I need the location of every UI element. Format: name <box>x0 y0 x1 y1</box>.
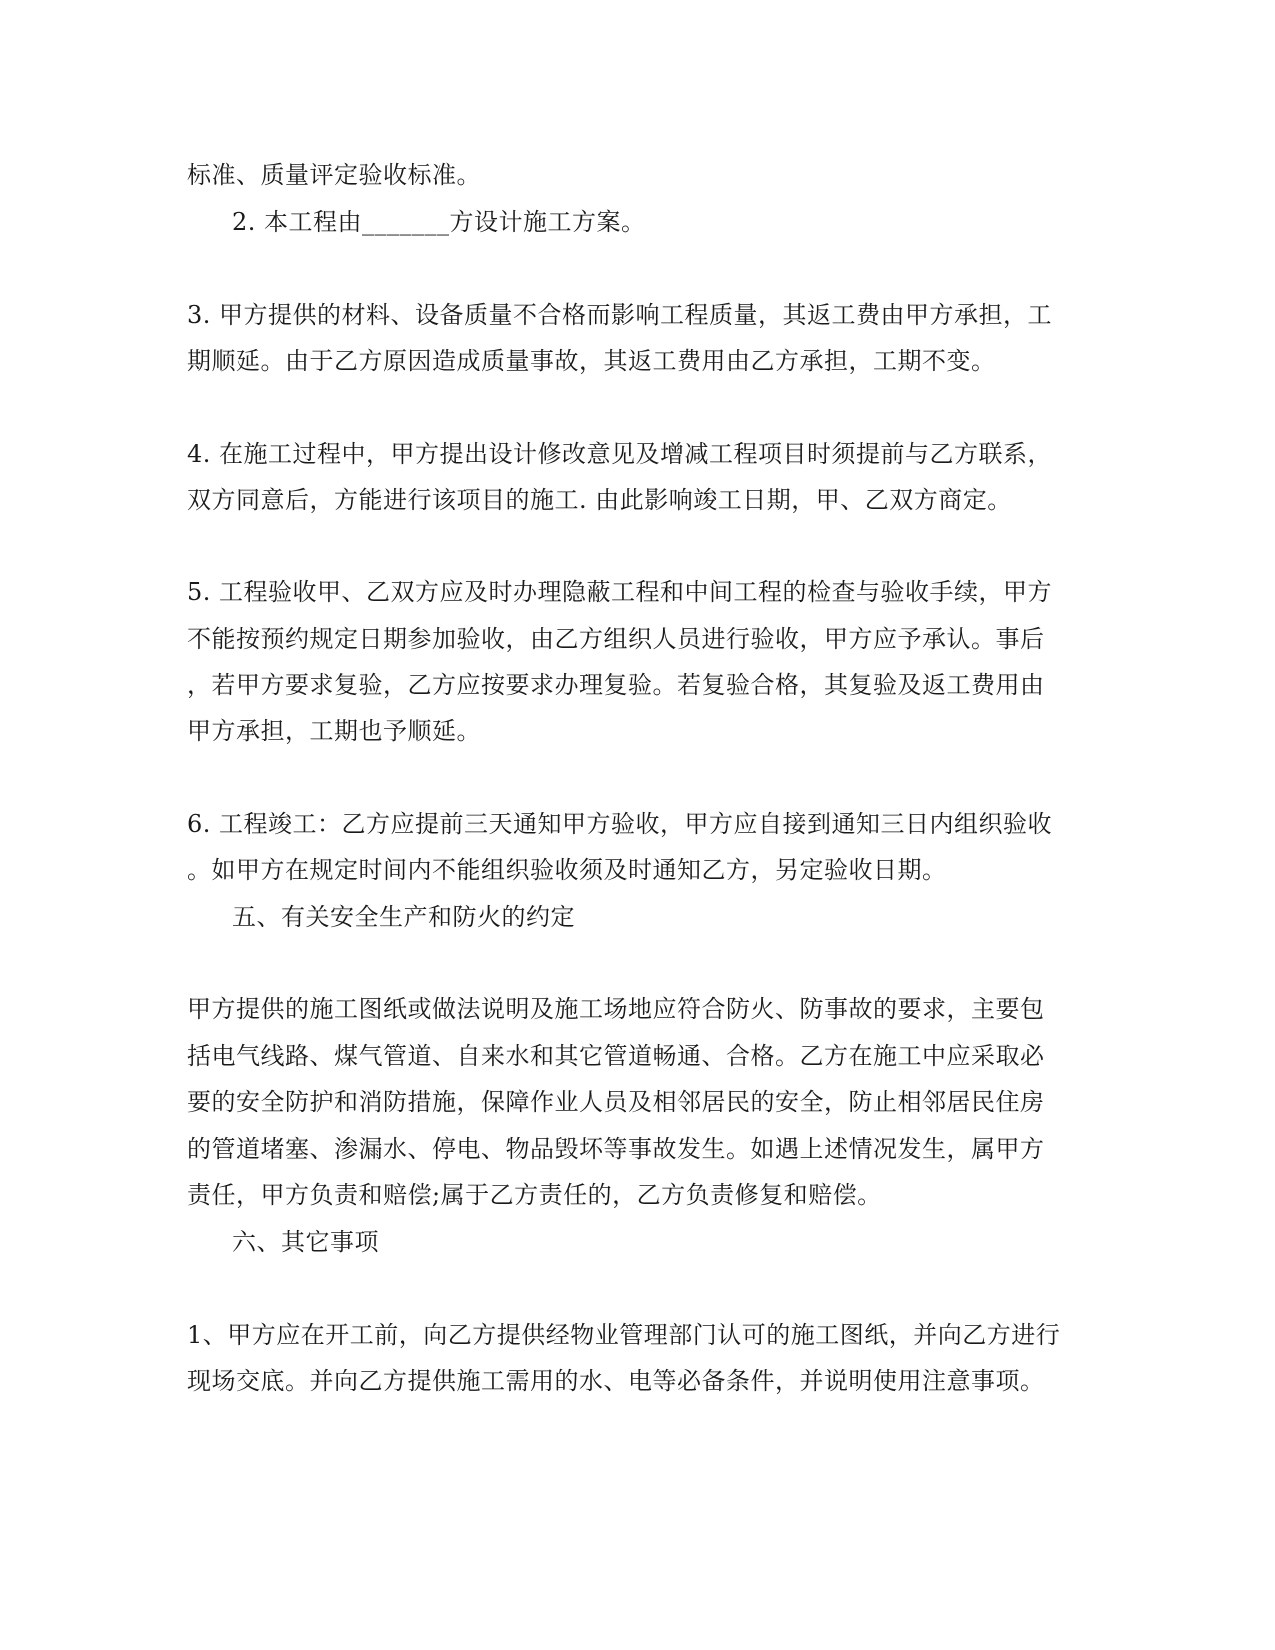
text-line: 标准、质量评定验收标准。 <box>187 161 481 189</box>
clause-5-line-4: 甲方承担，工期也予顺延。 <box>187 717 481 745</box>
clause-3-line-1: 3. 甲方提供的材料、设备质量不合格而影响工程质量，其返工费由甲方承担，工 <box>187 301 1053 329</box>
clause-5-line-2: 不能按预约规定日期参加验收，由乙方组织人员进行验收，甲方应予承认。事后 <box>187 625 1045 653</box>
clause-4-line-2: 双方同意后，方能进行该项目的施工. 由此影响竣工日期，甲、乙双方商定。 <box>187 486 1012 514</box>
clause-4-line-1: 4. 在施工过程中，甲方提出设计修改意见及增减工程项目时须提前与乙方联系， <box>187 440 1053 468</box>
clause-5-line-1: 5. 工程验收甲、乙双方应及时办理隐蔽工程和中间工程的检查与验收手续，甲方 <box>187 578 1053 606</box>
other-item-1-line-1: 1、甲方应在开工前，向乙方提供经物业管理部门认可的施工图纸，并向乙方进行 <box>187 1321 1061 1349</box>
safety-para-line-5: 责任，甲方负责和赔偿;属于乙方责任的，乙方负责修复和赔偿。 <box>187 1181 882 1209</box>
clause-6-line-2: 。如甲方在规定时间内不能组织验收须及时通知乙方，另定验收日期。 <box>187 856 947 884</box>
safety-para-line-1: 甲方提供的施工图纸或做法说明及施工场地应符合防火、防事故的要求，主要包 <box>187 995 1045 1023</box>
clause-3-line-2: 期顺延。由于乙方原因造成质量事故，其返工费用由乙方承担，工期不变。 <box>187 347 996 375</box>
clause-2: 2. 本工程由_______方设计施工方案。 <box>232 208 646 236</box>
other-item-1-line-2: 现场交底。并向乙方提供施工需用的水、电等必备条件，并说明使用注意事项。 <box>187 1367 1045 1395</box>
section-heading-5: 五、有关安全生产和防火的约定 <box>232 903 575 931</box>
safety-para-line-2: 括电气线路、煤气管道、自来水和其它管道畅通、合格。乙方在施工中应采取必 <box>187 1042 1045 1070</box>
clause-6-line-1: 6. 工程竣工：乙方应提前三天通知甲方验收，甲方应自接到通知三日内组织验收 <box>187 810 1053 838</box>
section-heading-6: 六、其它事项 <box>232 1228 379 1256</box>
safety-para-line-3: 要的安全防护和消防措施，保障作业人员及相邻居民的安全，防止相邻居民住房 <box>187 1088 1045 1116</box>
clause-5-line-3: ，若甲方要求复验，乙方应按要求办理复验。若复验合格，其复验及返工费用由 <box>187 671 1045 699</box>
safety-para-line-4: 的管道堵塞、渗漏水、停电、物品毁坏等事故发生。如遇上述情况发生，属甲方 <box>187 1135 1045 1163</box>
